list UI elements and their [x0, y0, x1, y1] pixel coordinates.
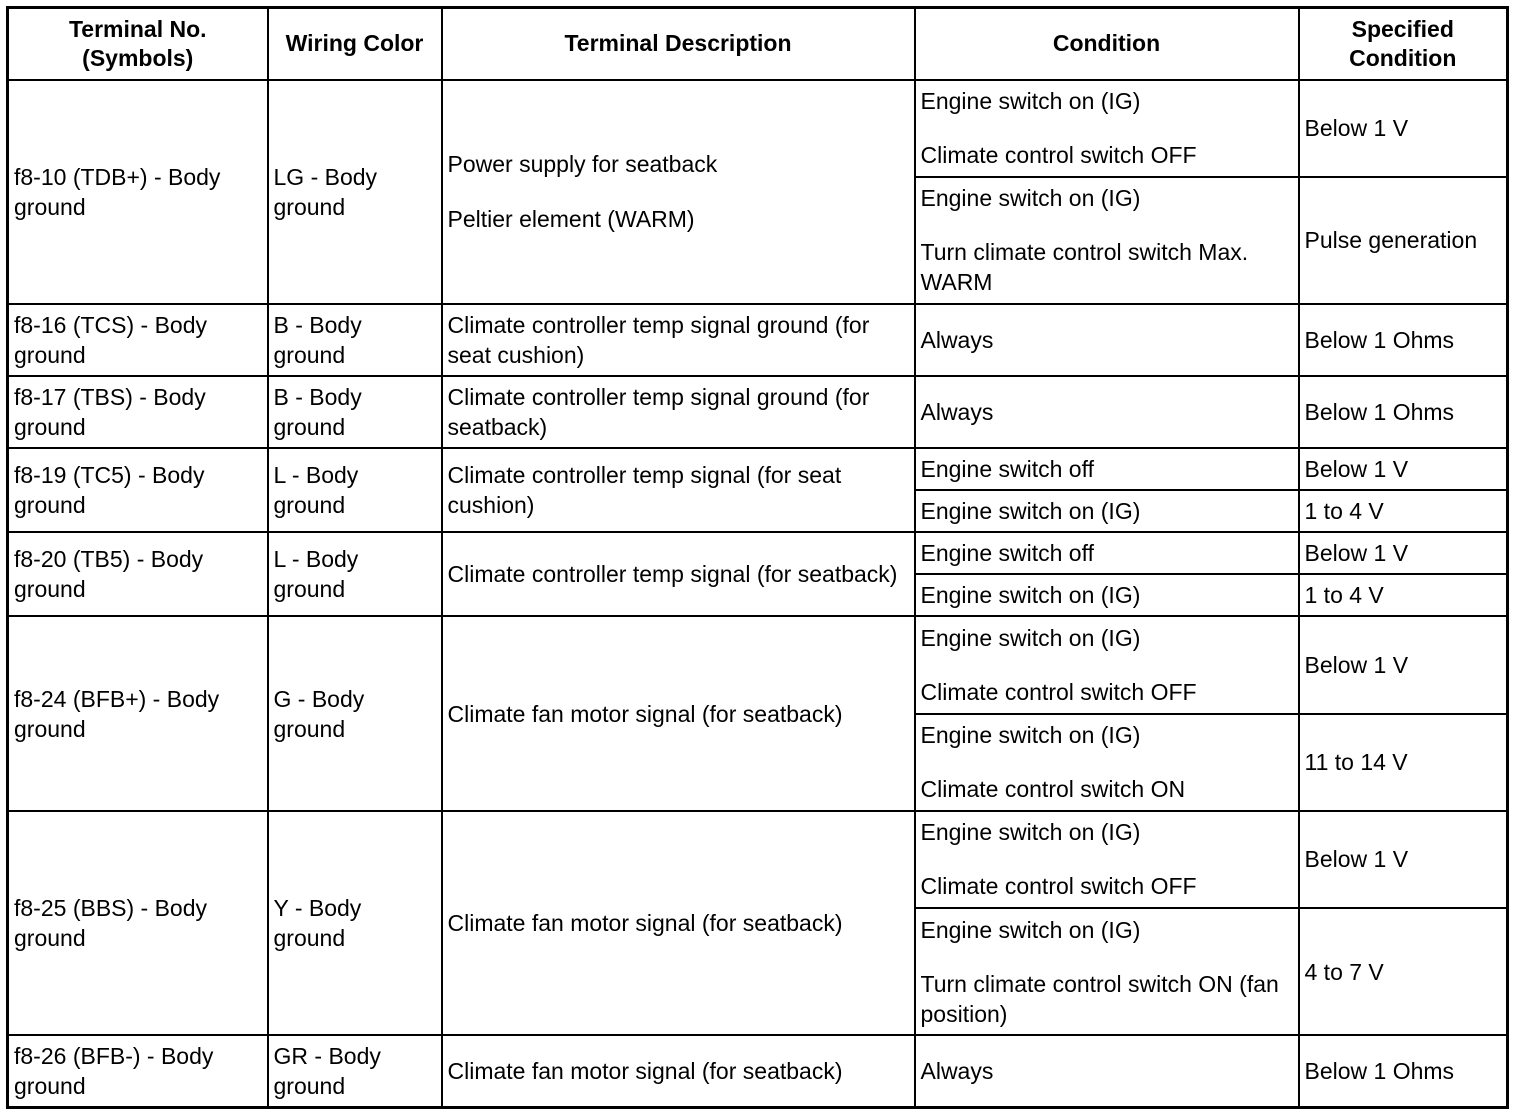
condition-cell: Always [915, 376, 1299, 448]
condition-cell: Engine switch on (IG) Climate control switch OFF [915, 811, 1299, 908]
specified-cell: 11 to 14 V [1299, 714, 1508, 811]
description-cell: Climate fan motor signal (for seatback) [442, 1035, 915, 1107]
condition-cell: Engine switch off [915, 532, 1299, 574]
specified-cell: Below 1 Ohms [1299, 1035, 1508, 1107]
condition-cell: Engine switch on (IG) Climate control switch ON [915, 714, 1299, 811]
terminal-cell: f8-24 (BFB+) - Body ground [8, 616, 268, 810]
condition-cell: Engine switch on (IG) [915, 574, 1299, 616]
table-row [8, 811, 1508, 908]
description-cell: Climate controller temp signal ground (for seatback) [442, 376, 915, 448]
table-row [8, 80, 1508, 177]
table-row [8, 532, 1508, 574]
description-cell: Power supply for seatback Peltier element (WARM) [442, 80, 915, 304]
specified-cell: 1 to 4 V [1299, 490, 1508, 532]
terminal-cell: f8-10 (TDB+) - Body ground [8, 80, 268, 304]
condition-cell: Engine switch on (IG) Turn climate control switch ON (fan position) [915, 908, 1299, 1035]
specified-cell: Below 1 V [1299, 80, 1508, 177]
wiring-cell: GR - Body ground [268, 1035, 442, 1107]
description-cell: Climate fan motor signal (for seatback) [442, 616, 915, 810]
wiring-cell: L - Body ground [268, 532, 442, 616]
table-row [8, 304, 1508, 376]
condition-cell: Always [915, 1035, 1299, 1107]
terminal-cell: f8-16 (TCS) - Body ground [8, 304, 268, 376]
specified-cell: Below 1 V [1299, 448, 1508, 490]
condition-cell: Engine switch on (IG) [915, 490, 1299, 532]
table-row [8, 448, 1508, 490]
description-cell: Climate controller temp signal ground (for seat cushion) [442, 304, 915, 376]
wiring-cell: B - Body ground [268, 376, 442, 448]
wiring-cell: L - Body ground [268, 448, 442, 532]
wiring-cell: Y - Body ground [268, 811, 442, 1035]
terminal-cell: f8-19 (TC5) - Body ground [8, 448, 268, 532]
specified-cell: Below 1 Ohms [1299, 304, 1508, 376]
specified-cell: Below 1 V [1299, 532, 1508, 574]
header-wiring-color: Wiring Color [268, 8, 442, 80]
header-terminal-description: Terminal Description [442, 8, 915, 80]
table-row [8, 1035, 1508, 1107]
wiring-cell: G - Body ground [268, 616, 442, 810]
table-header-row [8, 8, 1508, 80]
condition-cell: Engine switch on (IG) Climate control switch OFF [915, 616, 1299, 713]
specified-cell: Below 1 V [1299, 811, 1508, 908]
specified-cell: 1 to 4 V [1299, 574, 1508, 616]
condition-cell: Engine switch on (IG) Climate control switch OFF [915, 80, 1299, 177]
terminal-cell: f8-26 (BFB-) - Body ground [8, 1035, 268, 1107]
condition-cell: Always [915, 304, 1299, 376]
header-condition: Condition [915, 8, 1299, 80]
header-specified-condition: Specified Condition [1299, 8, 1508, 80]
table-row [8, 376, 1508, 448]
description-cell: Climate controller temp signal (for seat cushion) [442, 448, 915, 532]
wiring-cell: LG - Body ground [268, 80, 442, 304]
table-row [8, 616, 1508, 713]
wiring-cell: B - Body ground [268, 304, 442, 376]
terminal-spec-table [6, 6, 1509, 1109]
condition-cell: Engine switch off [915, 448, 1299, 490]
header-terminal: Terminal No. (Symbols) [8, 8, 268, 80]
terminal-cell: f8-17 (TBS) - Body ground [8, 376, 268, 448]
terminal-cell: f8-25 (BBS) - Body ground [8, 811, 268, 1035]
terminal-cell: f8-20 (TB5) - Body ground [8, 532, 268, 616]
specified-cell: 4 to 7 V [1299, 908, 1508, 1035]
condition-cell: Engine switch on (IG) Turn climate control switch Max. WARM [915, 177, 1299, 304]
description-cell: Climate fan motor signal (for seatback) [442, 811, 915, 1035]
specified-cell: Below 1 Ohms [1299, 376, 1508, 448]
specified-cell: Below 1 V [1299, 616, 1508, 713]
specified-cell: Pulse generation [1299, 177, 1508, 304]
description-cell: Climate controller temp signal (for seatback) [442, 532, 915, 616]
